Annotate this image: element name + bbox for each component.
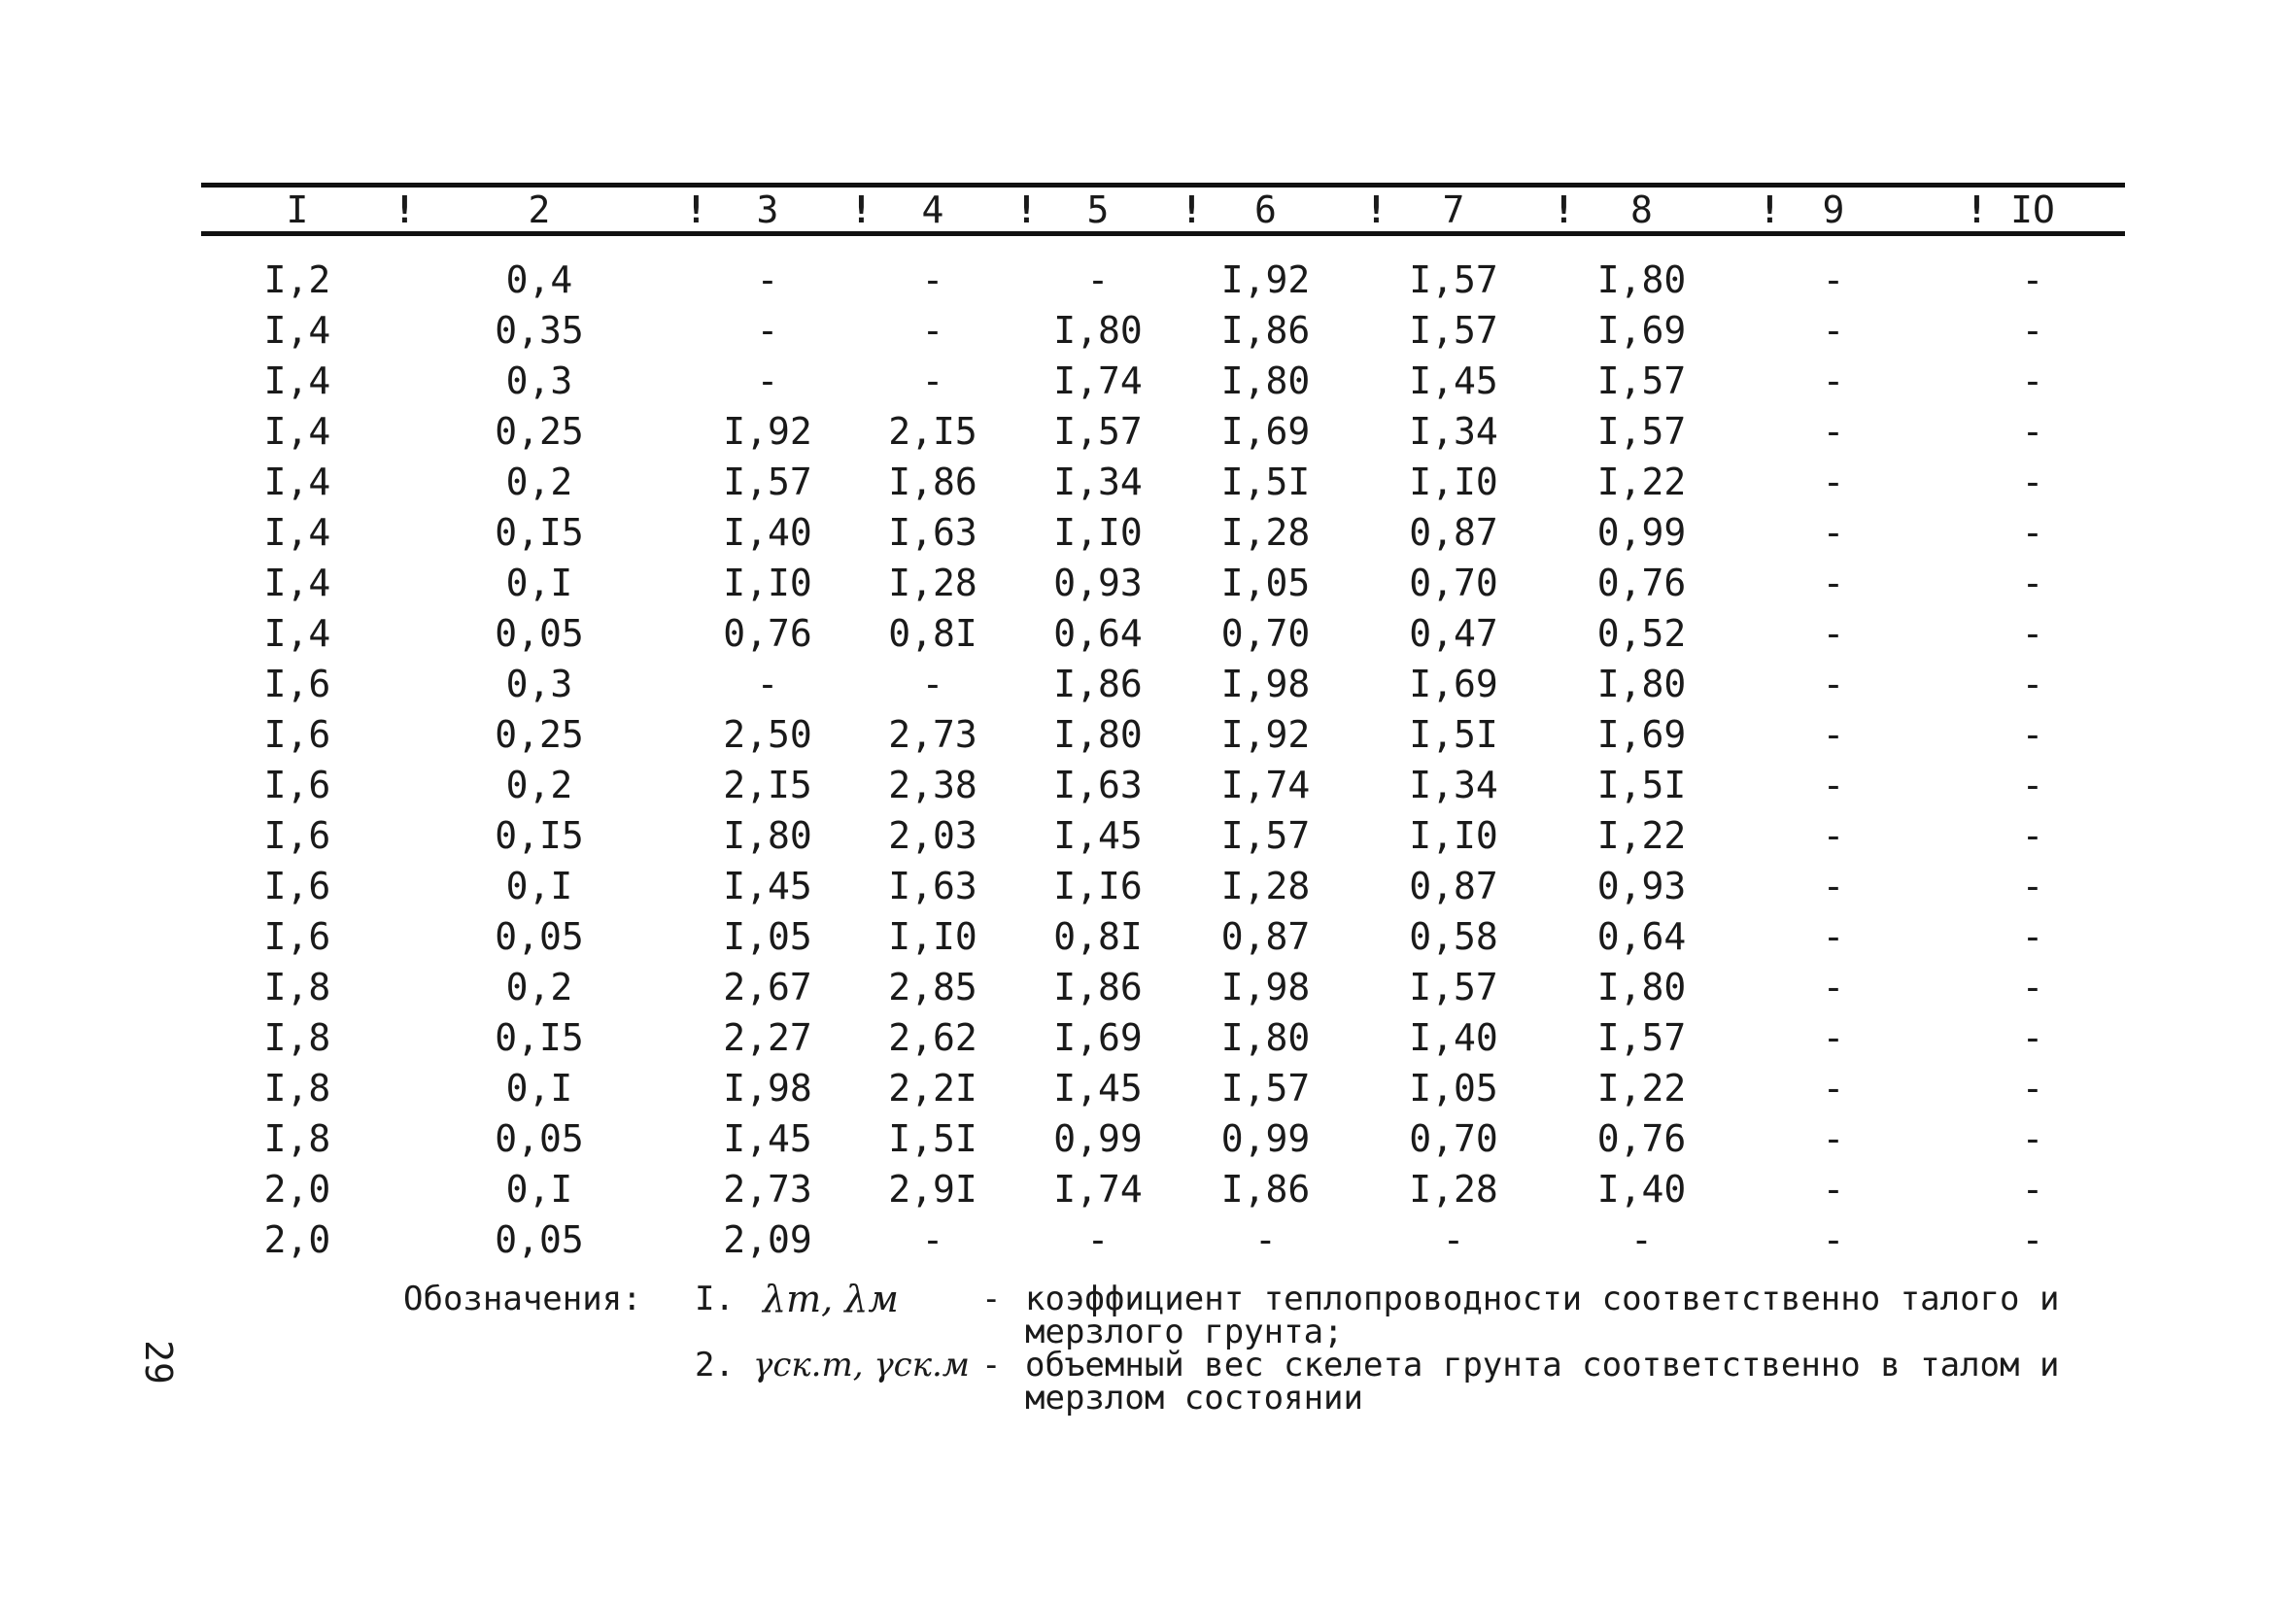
table-cell: I,28	[888, 562, 977, 604]
table-cell: I,92	[1220, 258, 1311, 301]
table-cell: 0,93	[1596, 865, 1687, 907]
table-row	[201, 1214, 2125, 1265]
table-cell: 0,2	[505, 764, 573, 806]
table-cell: 2,62	[888, 1016, 977, 1059]
table-cell: I,57	[1409, 309, 1498, 352]
table-cell: I,45	[1053, 1067, 1143, 1110]
table-row	[201, 608, 2125, 659]
table-cell: -	[921, 359, 944, 402]
table-cell: 0,70	[1409, 1117, 1498, 1160]
table-cell: -	[1822, 663, 1845, 705]
table-cell: I,22	[1596, 814, 1687, 857]
table-cell: 0,76	[1596, 1117, 1687, 1160]
note-text: мерзлого грунта;	[1025, 1313, 1344, 1351]
table-cell: -	[1822, 1016, 1845, 1059]
table-cell: -	[1822, 410, 1845, 453]
table-cell: -	[1822, 814, 1845, 857]
table-cell: I,69	[1409, 663, 1498, 705]
table-cell: I,05	[1409, 1067, 1498, 1110]
table-cell: I,57	[1220, 1067, 1311, 1110]
table-cell: -	[2021, 713, 2044, 756]
table-cell: I,6	[263, 814, 331, 857]
table-cell: -	[1254, 1218, 1277, 1261]
table-cell: I,80	[1220, 1016, 1311, 1059]
table-cell: 0,93	[1053, 562, 1143, 604]
table-cell: I,45	[723, 1117, 812, 1160]
table-row	[201, 861, 2125, 911]
table-cell: I,80	[1220, 359, 1311, 402]
table-cell: -	[1822, 1117, 1845, 1160]
table-cell: I,5I	[888, 1117, 977, 1160]
table-cell: 0,I5	[495, 814, 584, 857]
table-cell: I,80	[1596, 258, 1687, 301]
table-cell: I,I0	[1409, 814, 1498, 857]
table-cell: -	[2021, 865, 2044, 907]
table-cell: 0,99	[1220, 1117, 1311, 1160]
table-cell: 2,09	[723, 1218, 812, 1261]
note-symbols: λт, λм	[763, 1278, 899, 1320]
header-separator: !	[1966, 188, 1988, 231]
table-cell: 0,47	[1409, 612, 1498, 655]
table-cell: 0,76	[1596, 562, 1687, 604]
table-cell: I,8	[263, 1016, 331, 1059]
table-cell: I,57	[723, 461, 812, 503]
table-cell: I,86	[1053, 663, 1143, 705]
table-cell: 0,I5	[495, 1016, 584, 1059]
table-cell: I,92	[723, 410, 812, 453]
table-cell: I,6	[263, 915, 331, 958]
table-cell: 0,87	[1409, 511, 1498, 554]
table-cell: I,4	[263, 359, 331, 402]
table-cell: -	[2021, 663, 2044, 705]
table-cell: I,69	[1596, 713, 1687, 756]
table-row	[201, 457, 2125, 507]
table-cell: I,I0	[1409, 461, 1498, 503]
table-cell: 0,05	[495, 915, 584, 958]
table-cell: 0,I	[505, 562, 573, 604]
table-row	[201, 659, 2125, 709]
table-cell: -	[2021, 814, 2044, 857]
table-row	[201, 709, 2125, 760]
table-row	[201, 1063, 2125, 1113]
table-cell: I,5I	[1409, 713, 1498, 756]
table-cell: I,63	[888, 865, 977, 907]
table-cell: I,69	[1053, 1016, 1143, 1059]
table-cell: I,57	[1596, 1016, 1687, 1059]
table-cell: I,6	[263, 865, 331, 907]
table-cell: -	[2021, 1168, 2044, 1211]
table-cell: I,57	[1596, 359, 1687, 402]
table-row	[201, 356, 2125, 406]
table-cell: I,I0	[723, 562, 812, 604]
table-cell: I,57	[1596, 410, 1687, 453]
table-cell: I,57	[1053, 410, 1143, 453]
note-number: 2.	[695, 1346, 735, 1384]
table-cell: I,63	[1053, 764, 1143, 806]
table-cell: I,4	[263, 410, 331, 453]
table-cell: -	[921, 309, 944, 352]
table-cell: 0,8I	[1053, 915, 1143, 958]
table-cell: -	[2021, 1067, 2044, 1110]
table-row	[201, 507, 2125, 558]
table-cell: I,40	[1596, 1168, 1687, 1211]
table-cell: I,8	[263, 966, 331, 1008]
table-cell: -	[1822, 309, 1845, 352]
table-cell: 0,3	[505, 359, 573, 402]
table-cell: 0,2	[505, 461, 573, 503]
table-cell: -	[1822, 612, 1845, 655]
table-cell: -	[921, 258, 944, 301]
notes-label: Обозначения:	[403, 1280, 642, 1318]
table-cell: -	[1822, 1067, 1845, 1110]
table-cell: I,28	[1220, 865, 1311, 907]
table-cell: -	[2021, 1218, 2044, 1261]
table-cell: I,98	[723, 1067, 812, 1110]
table-cell: 0,70	[1409, 562, 1498, 604]
table-cell: 0,35	[495, 309, 584, 352]
table-row	[201, 1012, 2125, 1063]
header-col-9: 9	[1822, 188, 1845, 231]
table-cell: I,34	[1053, 461, 1143, 503]
header-col-6: 6	[1254, 188, 1277, 231]
table-cell: I,8	[263, 1117, 331, 1160]
table-cell: -	[1822, 258, 1845, 301]
table-cell: I,63	[888, 511, 977, 554]
table-cell: 0,I	[505, 1067, 573, 1110]
table-cell: 0,05	[495, 612, 584, 655]
table-cell: -	[1822, 359, 1845, 402]
table-header	[201, 190, 2125, 229]
table-cell: -	[1822, 1168, 1845, 1211]
table-cell: I,28	[1409, 1168, 1498, 1211]
table-cell: 0,I	[505, 1168, 573, 1211]
table-cell: 0,76	[723, 612, 812, 655]
table-cell: 0,05	[495, 1117, 584, 1160]
header-col-1: I	[286, 188, 309, 231]
table-cell: -	[1086, 258, 1110, 301]
table-cell: 0,4	[505, 258, 573, 301]
table-header-rule	[201, 231, 2125, 236]
table-cell: 0,25	[495, 713, 584, 756]
table-row	[201, 1164, 2125, 1214]
table-cell: 0,05	[495, 1218, 584, 1261]
table-row	[201, 305, 2125, 356]
header-col-7: 7	[1442, 188, 1465, 231]
note-dash: -	[981, 1346, 1002, 1384]
table-cell: I,8	[263, 1067, 331, 1110]
table-cell: I,4	[263, 461, 331, 503]
table-cell: -	[2021, 511, 2044, 554]
table-cell: I,4	[263, 511, 331, 554]
table-row	[201, 558, 2125, 608]
table-cell: I,22	[1596, 461, 1687, 503]
table-cell: -	[2021, 1016, 2044, 1059]
table-row	[201, 962, 2125, 1012]
header-col-10: IO	[2010, 188, 2055, 231]
header-separator: !	[1759, 188, 1781, 231]
table-cell: 2,38	[888, 764, 977, 806]
table-cell: I,6	[263, 713, 331, 756]
table-cell: I,I0	[888, 915, 977, 958]
table-cell: 2,85	[888, 966, 977, 1008]
table-cell: 0,99	[1053, 1117, 1143, 1160]
table-cell: -	[2021, 359, 2044, 402]
note-symbols: γск.т, γск.м	[753, 1346, 970, 1384]
header-col-8: 8	[1630, 188, 1653, 231]
table-cell: 2,73	[723, 1168, 812, 1211]
table-cell: I,45	[723, 865, 812, 907]
table-cell: -	[1822, 1218, 1845, 1261]
table-row	[201, 760, 2125, 810]
table-cell: I,34	[1409, 764, 1498, 806]
table-row	[201, 810, 2125, 861]
table-cell: I,57	[1409, 258, 1498, 301]
table-cell: -	[1822, 461, 1845, 503]
header-separator: !	[850, 188, 873, 231]
table-cell: -	[2021, 309, 2044, 352]
note-text: коэффициент теплопроводности соответственно талого и	[1025, 1280, 2060, 1318]
table-cell: I,I6	[1053, 865, 1143, 907]
table-cell: -	[2021, 612, 2044, 655]
table-cell: I,4	[263, 562, 331, 604]
table-cell: I,22	[1596, 1067, 1687, 1110]
table-cell: -	[2021, 410, 2044, 453]
table-cell: I,57	[1409, 966, 1498, 1008]
table-cell: -	[756, 258, 779, 301]
table-cell: I,74	[1053, 1168, 1143, 1211]
note-text: мерзлом состоянии	[1025, 1379, 1363, 1418]
table-cell: 0,3	[505, 663, 573, 705]
table-cell: 0,58	[1409, 915, 1498, 958]
table-cell: -	[1822, 511, 1845, 554]
table-cell: I,92	[1220, 713, 1311, 756]
header-separator: !	[1015, 188, 1038, 231]
table-cell: 2,I5	[723, 764, 812, 806]
table-cell: -	[1822, 764, 1845, 806]
table-cell: 2,2I	[888, 1067, 977, 1110]
header-col-3: 3	[756, 188, 779, 231]
page-number: 29	[136, 1340, 180, 1384]
table-cell: -	[756, 359, 779, 402]
table-cell: -	[756, 309, 779, 352]
table-cell: I,86	[1220, 309, 1311, 352]
table-cell: I,40	[1409, 1016, 1498, 1059]
table-row	[201, 911, 2125, 962]
table-cell: I,6	[263, 663, 331, 705]
table-cell: 2,I5	[888, 410, 977, 453]
table-top-rule	[201, 183, 2125, 188]
table-cell: -	[756, 663, 779, 705]
table-cell: 0,25	[495, 410, 584, 453]
table-cell: -	[2021, 461, 2044, 503]
table-row	[201, 406, 2125, 457]
table-cell: -	[2021, 966, 2044, 1008]
header-separator: !	[685, 188, 707, 231]
table-cell: 2,0	[263, 1218, 331, 1261]
table-cell: I,57	[1220, 814, 1311, 857]
table-cell: 0,64	[1596, 915, 1687, 958]
table-cell: -	[2021, 915, 2044, 958]
header-separator: !	[1365, 188, 1388, 231]
header-col-4: 4	[921, 188, 944, 231]
table-row	[201, 255, 2125, 305]
note-text: объемный вес скелета грунта соответственно в талом и	[1025, 1346, 2060, 1384]
table-cell: 0,2	[505, 966, 573, 1008]
table-cell: 2,50	[723, 713, 812, 756]
table-cell: I,98	[1220, 966, 1311, 1008]
table-cell: I,80	[1596, 966, 1687, 1008]
table-cell: I,80	[1596, 663, 1687, 705]
table-cell: -	[2021, 1117, 2044, 1160]
table-cell: I,45	[1053, 814, 1143, 857]
table-cell: -	[1442, 1218, 1465, 1261]
header-separator: !	[1181, 188, 1203, 231]
table-cell: I,6	[263, 764, 331, 806]
table-cell: 2,03	[888, 814, 977, 857]
table-cell: 0,87	[1409, 865, 1498, 907]
table-cell: -	[1822, 966, 1845, 1008]
table-cell: 0,70	[1220, 612, 1311, 655]
table-cell: -	[921, 1218, 944, 1261]
table-cell: -	[2021, 764, 2044, 806]
table-cell: I,34	[1409, 410, 1498, 453]
table-cell: -	[1822, 713, 1845, 756]
table-cell: I,05	[1220, 562, 1311, 604]
header-separator: !	[394, 188, 416, 231]
table-cell: I,74	[1220, 764, 1311, 806]
table-cell: -	[1822, 865, 1845, 907]
table-cell: 2,27	[723, 1016, 812, 1059]
table-cell: I,74	[1053, 359, 1143, 402]
table-cell: 2,0	[263, 1168, 331, 1211]
table-cell: I,98	[1220, 663, 1311, 705]
table-cell: 2,67	[723, 966, 812, 1008]
table-cell: 0,I5	[495, 511, 584, 554]
note-number: I.	[695, 1280, 735, 1318]
table-cell: I,86	[1220, 1168, 1311, 1211]
table-cell: 2,73	[888, 713, 977, 756]
table-cell: -	[921, 663, 944, 705]
table-cell: 0,87	[1220, 915, 1311, 958]
table-cell: -	[2021, 258, 2044, 301]
table-cell: I,86	[888, 461, 977, 503]
table-cell: 0,64	[1053, 612, 1143, 655]
header-col-2: 2	[528, 188, 551, 231]
table-row	[201, 1113, 2125, 1164]
header-col-5: 5	[1086, 188, 1110, 231]
table-cell: I,69	[1596, 309, 1687, 352]
table-cell: -	[1086, 1218, 1110, 1261]
table-cell: 0,99	[1596, 511, 1687, 554]
table-cell: 0,I	[505, 865, 573, 907]
table-cell: 2,9I	[888, 1168, 977, 1211]
note-dash: -	[981, 1280, 1002, 1318]
table-cell: I,4	[263, 309, 331, 352]
table-cell: 0,8I	[888, 612, 977, 655]
table-cell: I,80	[1053, 309, 1143, 352]
table-cell: I,45	[1409, 359, 1498, 402]
table-cell: 0,52	[1596, 612, 1687, 655]
table-cell: I,5I	[1220, 461, 1311, 503]
table-cell: I,05	[723, 915, 812, 958]
table-body	[0, 255, 2296, 1265]
table-cell: -	[2021, 562, 2044, 604]
table-cell: I,69	[1220, 410, 1311, 453]
table-cell: I,80	[1053, 713, 1143, 756]
table-cell: I,2	[263, 258, 331, 301]
table-cell: I,28	[1220, 511, 1311, 554]
table-cell: I,I0	[1053, 511, 1143, 554]
table-cell: -	[1630, 1218, 1653, 1261]
table-cell: I,5I	[1596, 764, 1687, 806]
table-cell: I,86	[1053, 966, 1143, 1008]
table-cell: -	[1822, 562, 1845, 604]
table-cell: -	[1822, 915, 1845, 958]
table-cell: I,80	[723, 814, 812, 857]
header-separator: !	[1553, 188, 1575, 231]
table-cell: I,40	[723, 511, 812, 554]
table-cell: I,4	[263, 612, 331, 655]
